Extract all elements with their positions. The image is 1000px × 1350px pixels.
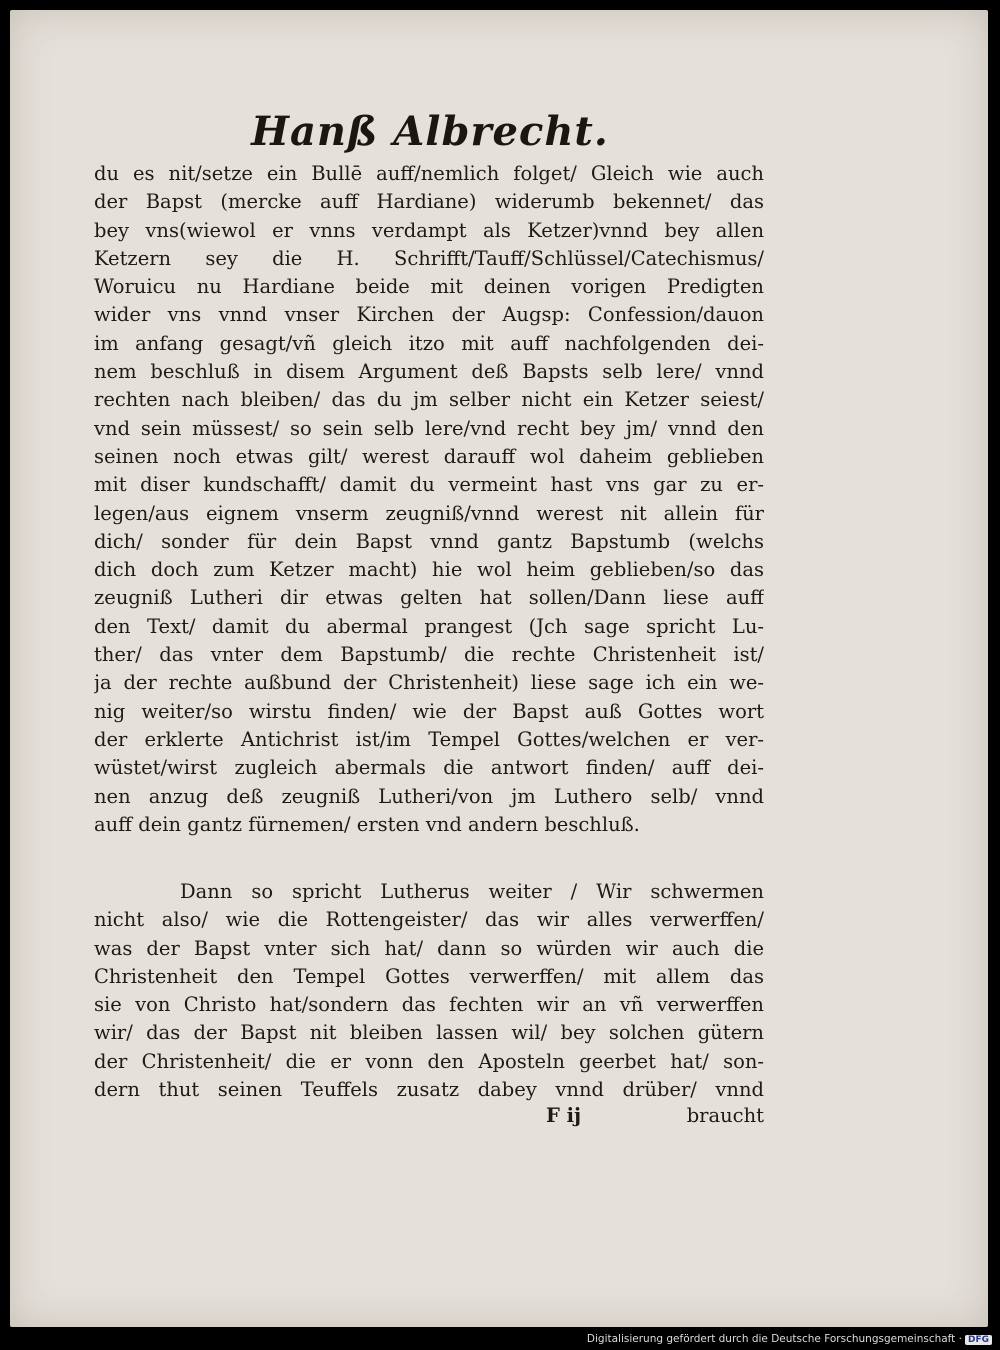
dfg-logo: DFG [965,1335,992,1345]
text-line: seinen noch etwas gilt/ werest darauff wol daheim geblieben [94,444,764,468]
text-line: Christenheit den Tempel Gottes verwerffen/ mit allem das [94,964,764,988]
text-line: dich/ sonder für dein Bapst vnnd gantz Bapstumb (welchs [94,529,764,553]
text-line: zeugniß Lutheri dir etwas gelten hat sollen/Dann liese auff [94,586,764,610]
text-line: auff dein gantz fürnemen/ ersten vnd andern beschluß. [94,812,640,836]
text-line: ja der rechte außbund der Christenheit) liese sage ich ein we- [94,671,764,695]
credit-text: Digitalisierung gefördert durch die Deutsche Forschungsgemeinschaft · [586,1333,962,1345]
scanned-page [10,10,988,1327]
text-line: dich doch zum Ketzer macht) hie wol heim geblieben/so das [94,558,764,582]
text-line: wir/ das der Bapst nit bleiben lassen wil/ bey solchen gütern [94,1021,764,1045]
paragraph-2 [94,878,764,1104]
text-line: legen/aus eignem vnserm zeugniß/vnnd werest nit allein für [94,501,764,525]
text-line: rechten nach bleiben/ das du jm selber nicht ein Ketzer seiest/ [94,388,764,412]
text-line: der Christenheit/ die er vonn den Aposteln geerbet hat/ son- [94,1049,764,1073]
text-line: mit diser kundschafft/ damit du vermeint hast vns gar zu er- [94,473,764,497]
text-line: du es nit/setze ein Bullē auff/nemlich folget/ Gleich wie auch [94,162,764,185]
catchword: braucht [686,1104,764,1127]
text-line: nicht also/ wie die Rottengeister/ das wir alles verwerffen/ [94,908,764,932]
text-line: der Bapst (mercke auff Hardiane) widerumb bekennet/ das [94,190,764,214]
text-line: Woruicu nu Hardiane beide mit deinen vorigen Predigten [94,275,764,299]
text-line: Dann so spricht Lutherus weiter / Wir schwermen [180,880,764,903]
text-line: Ketzern sey die H. Schrifft/Tauff/Schlüssel/Catechismus/ [94,246,764,270]
text-line: bey vns(wiewol er vnns verdampt als Ketzer)vnnd bey allen [94,218,764,242]
text-line: wüstet/wirst zugleich abermals die antwort finden/ auff dei- [94,756,764,780]
text-line: im anfang gesagt/vñ gleich itzo mit auff nachfolgenden dei- [94,331,764,355]
text-line: wider vns vnnd vnser Kirchen der Augsp: Confession/dauon [94,303,764,327]
text-line: ther/ das vnter dem Bapstumb/ die rechte Christenheit ist/ [94,643,764,667]
running-head: Hanß Albrecht. [251,108,609,155]
text-line: nig weiter/so wirstu finden/ wie der Bapst auß Gottes wort [94,699,764,723]
text-line: vnd sein müssest/ so sein selb lere/vnd recht bey jm/ vnnd den [94,416,764,440]
text-line: was der Bapst vnter sich hat/ dann so würden wir auch die [94,936,764,960]
text-line: sie von Christo hat/sondern das fechten wir an vñ verwerffen [94,993,764,1017]
text-line: nen anzug deß zeugniß Lutheri/von jm Luthero selb/ vnnd [94,784,764,808]
text-line: dern thut seinen Teuffels zusatz dabey vnnd drüber/ vnnd [94,1078,764,1102]
paragraph-1 [94,160,764,839]
signature-mark: F ij [546,1104,582,1127]
text-line: nem beschluß in disem Argument deß Bapsts selb lere/ vnnd [94,360,764,384]
digitization-credit [587,1333,992,1345]
text-line: den Text/ damit du abermal prangest (Jch sage spricht Lu- [94,614,764,638]
text-line: der erklerte Antichrist ist/im Tempel Gottes/welchen er ver- [94,727,764,751]
